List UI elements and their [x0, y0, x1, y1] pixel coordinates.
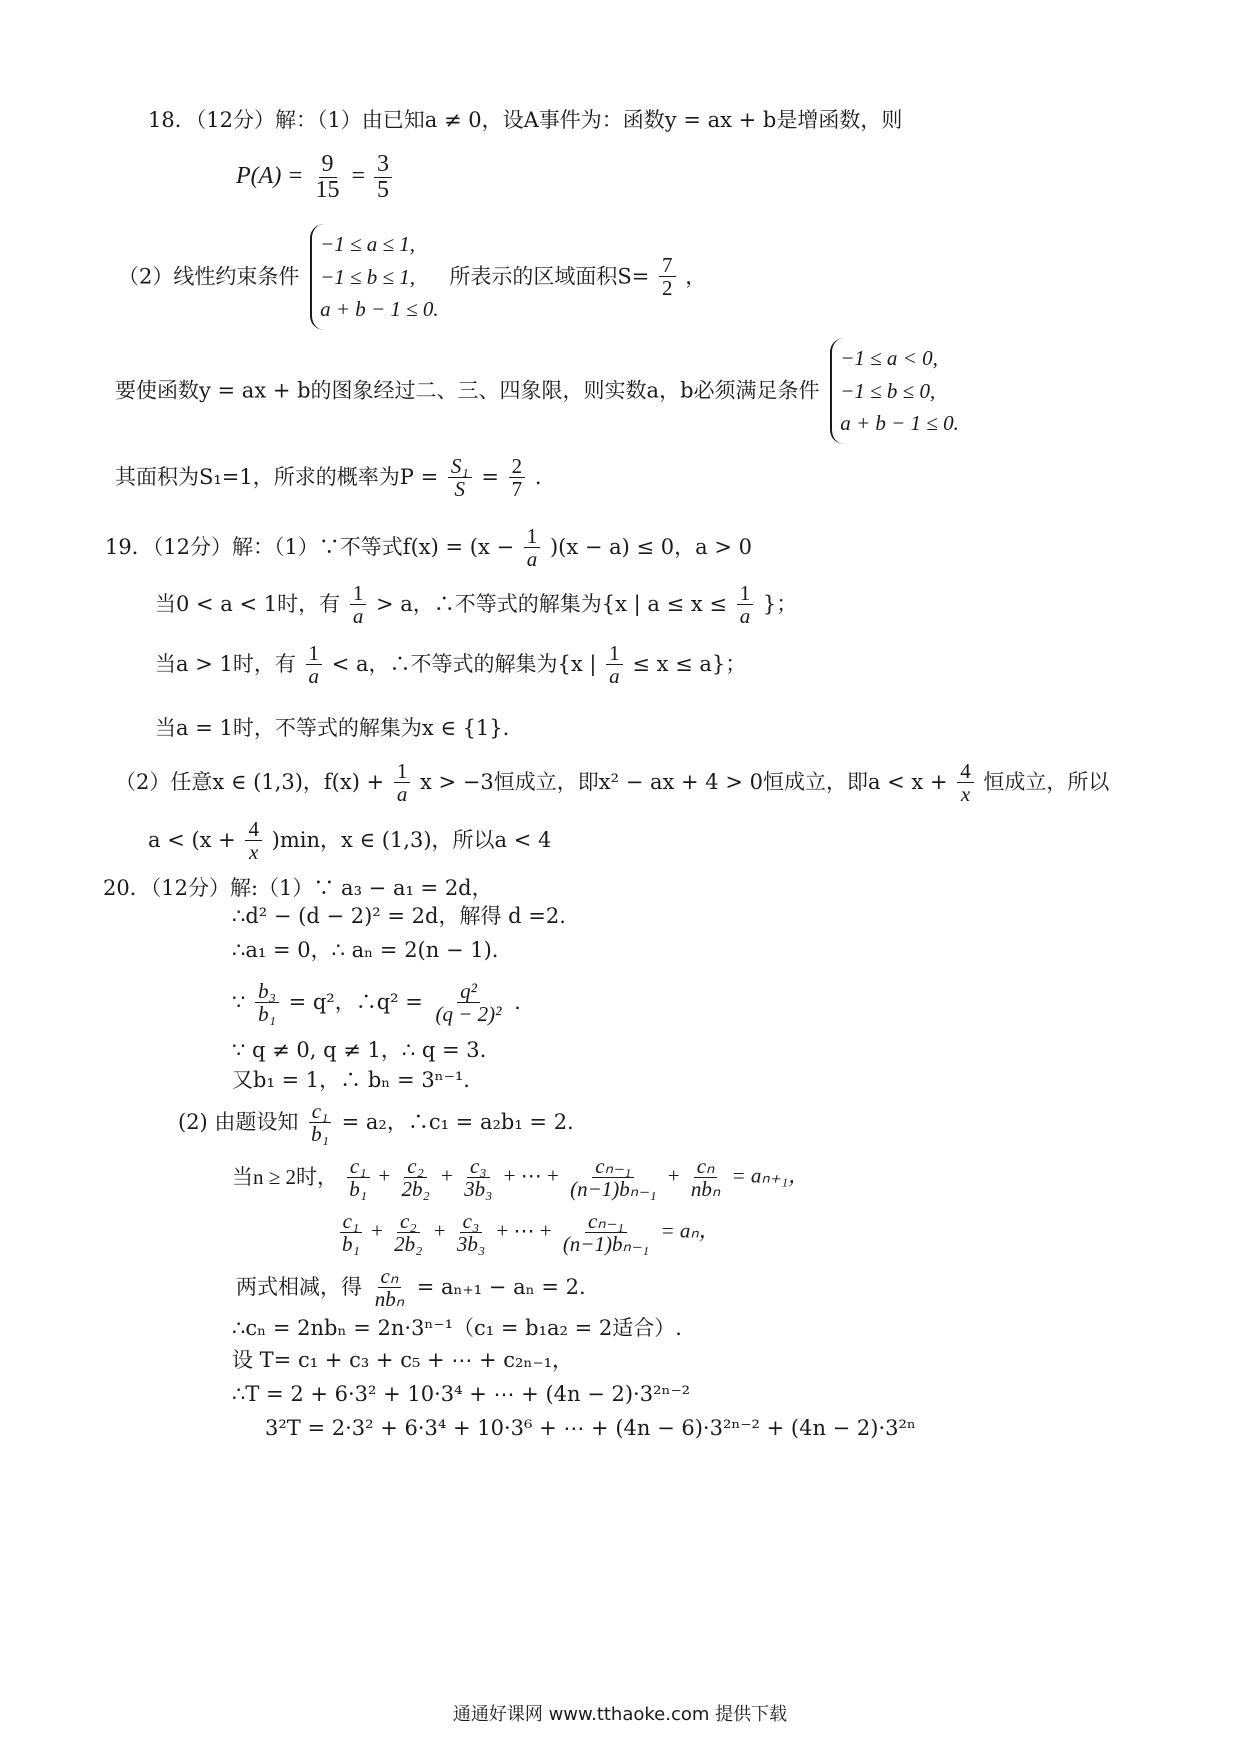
denominator: a: [526, 547, 538, 572]
p18-part2: [118, 224, 706, 330]
p20-l7-a: (2) 由题设知: [178, 1110, 299, 1135]
p19-case1-b: > a，∴不等式的解集为{x | a ≤ x ≤: [376, 592, 728, 617]
condition-b: −1 ≤ b ≤ 0,: [840, 378, 936, 403]
p18-fraction-3-5: [374, 152, 392, 203]
p20-line1: 20．（12分）解:（1）∵ a₃ − a₁ = 2d，: [103, 876, 493, 900]
p18-final-end: .: [534, 465, 542, 490]
numerator: S₁: [448, 455, 472, 478]
sum-term-3: [454, 1210, 488, 1255]
numerator: 4: [957, 760, 974, 783]
denominator: 7: [511, 477, 523, 502]
numerator: c₂: [404, 1155, 427, 1178]
p19-case2: [155, 642, 746, 687]
plus: +: [371, 1218, 383, 1243]
p20-l4-b: = q²，∴q² =: [288, 990, 423, 1015]
denominator: (q − 2)²: [435, 1002, 502, 1027]
denominator: b₁: [349, 1177, 368, 1202]
sum-term-1: [339, 1210, 363, 1255]
numerator: c₂: [397, 1210, 420, 1233]
numerator: cₙ₋₁: [592, 1155, 634, 1178]
constraint-a: −1 ≤ a ≤ 1,: [320, 232, 416, 256]
p18-intro: 18．（12分）解：（1）由已知a ≠ 0，设A事件为：函数y = ax + b是增函数，则: [148, 108, 903, 132]
p19-part2-d-a: a < (x +: [148, 828, 236, 853]
denominator: x: [249, 840, 259, 865]
dots: + ⋯ +: [503, 1163, 559, 1188]
p20-fraction-c1-b1: [308, 1100, 332, 1145]
p20-l4-c: .: [514, 990, 521, 1015]
p19-case2-a: 当a > 1时，有: [155, 652, 296, 677]
p20-l4-a: ∵: [232, 990, 246, 1015]
p20-l9-end: = aₙ，: [660, 1218, 720, 1243]
sum-term-1: [346, 1155, 370, 1200]
sum-term-2: [398, 1155, 432, 1200]
p18-probability: P(A) = $\frac{9}{15}$ = $\frac{3}{5}$: [236, 152, 395, 203]
denominator: a: [739, 604, 751, 629]
p19-case2-b: < a，∴不等式的解集为{x |: [331, 652, 597, 677]
numerator: 1: [306, 642, 323, 665]
p18-final-fraction-s1-s: [448, 455, 472, 500]
p19-part2: [115, 760, 1109, 805]
constraint-b: −1 ≤ b ≤ 1,: [320, 264, 416, 289]
p19-part2-c: 恒成立，所以: [983, 770, 1110, 795]
p20-l8-prefix: 当n ≥ 2时，: [232, 1165, 339, 1190]
numerator: 1: [737, 582, 754, 605]
p20-line6: 又b₁ = 1，∴ bₙ = 3ⁿ⁻¹.: [232, 1068, 470, 1092]
denominator: 3b₃: [464, 1177, 493, 1202]
denominator: b₁: [258, 1002, 276, 1027]
denominator: 2b₂: [394, 1232, 423, 1257]
sum-term-n-1: [560, 1210, 652, 1255]
plus: +: [433, 1218, 446, 1243]
p18-final: 其面积为S₁=1，所求的概率为P = $\frac{\text{S₁}}{S}$ = $\frac{2}{7}$ .: [115, 454, 542, 502]
p19-intro-b: )(x − a) ≤ 0，a > 0: [549, 535, 752, 560]
denominator: a: [609, 664, 620, 689]
denominator: (n−1)bₙ₋₁: [570, 1177, 657, 1202]
p20-line12: 设 T= c₁ + c₃ + c₅ + ⋯ + c₂ₙ₋₁，: [232, 1348, 574, 1372]
p20-line13: ∴T = 2 + 6·3² + 10·3⁴ + ⋯ + (4n − 2)·3²ⁿ⁻²: [232, 1382, 691, 1406]
p20-line14: 3²T = 2·3² + 6·3⁴ + 10·3⁶ + ⋯ + (4n − 6)·3²ⁿ⁻² + (4n − 2)·3²ⁿ: [265, 1416, 917, 1440]
plus: +: [667, 1163, 680, 1188]
p19-case1-fraction-2: [737, 582, 754, 627]
p19-part2-a: （2）任意x ∈ (1,3)，f(x) +: [115, 770, 385, 795]
p19-intro: [105, 525, 752, 570]
footer-source: 通通好课网 www.tthaoke.com 提供下载: [452, 1704, 788, 1725]
numerator: 1: [394, 760, 411, 783]
p18-part2-label: （2）线性约束条件: [118, 264, 300, 289]
numerator: 1: [606, 642, 623, 665]
sum-term-n: [688, 1155, 723, 1200]
p20-l7-b: = a₂，∴c₁ = a₂b₁ = 2.: [341, 1110, 574, 1135]
sum-term-3: [461, 1155, 495, 1200]
numerator: q²: [457, 980, 480, 1003]
numerator: cₙ: [378, 1265, 402, 1288]
p19-part2-b: x > −3恒成立，即x² − ax + 4 > 0恒成立，即a < x +: [420, 770, 948, 795]
p20-line9: [336, 1210, 720, 1255]
denominator: x: [960, 782, 971, 807]
denominator: 3b₃: [456, 1232, 486, 1257]
p19-case2-c: ≤ x ≤ a}；: [632, 652, 747, 677]
p20-line11: ∴cₙ = 2nbₙ = 2n·3ⁿ⁻¹（c₁ = b₁a₂ = 2适合）.: [232, 1316, 682, 1340]
p19-min-fraction-4-x: [245, 818, 262, 863]
numerator: c₃: [460, 1210, 483, 1233]
p19-case2-fraction-2: [606, 642, 623, 687]
denominator: b₁: [311, 1122, 329, 1147]
p19-intro-a: 19．（12分）解：（1）∵不等式f(x) = (x −: [105, 535, 515, 560]
numerator: c₁: [309, 1100, 332, 1123]
p20-l8-end: = aₙ₊₁，: [731, 1163, 810, 1188]
p18-area-end: ，: [685, 264, 707, 289]
p18-area-fraction: [659, 254, 676, 299]
plus: +: [441, 1163, 453, 1188]
p18-final-fraction-2-7: [509, 455, 526, 500]
numerator: c₁: [347, 1155, 370, 1178]
denominator: a: [352, 604, 364, 629]
denominator: nbₙ: [690, 1177, 721, 1202]
p19-case2-fraction: [306, 642, 323, 687]
denominator: 15: [315, 177, 340, 204]
numerator: c₁: [340, 1210, 363, 1233]
p19-case3: 当a = 1时，不等式的解集为x ∈ {1}.: [155, 716, 510, 740]
numerator: 2: [509, 455, 526, 478]
p19-case1: [155, 582, 797, 627]
p18-condition-system: [830, 338, 959, 444]
p18-constraint-system: [310, 224, 439, 330]
p18-fraction-9-15: [313, 152, 343, 203]
numerator: cₙ: [694, 1155, 718, 1178]
numerator: 4: [245, 818, 262, 841]
numerator: c₃: [467, 1155, 490, 1178]
p20-line7: [178, 1100, 574, 1145]
p19-part2-fraction-1-a: [394, 760, 411, 805]
p18-final-text: 其面积为S₁=1，所求的概率为P =: [115, 465, 439, 490]
p20-fraction-cn-nbn: [372, 1265, 407, 1310]
plus: +: [378, 1163, 391, 1188]
denominator: (n−1)bₙ₋₁: [562, 1232, 650, 1257]
p20-line10: [236, 1265, 586, 1310]
numerator: 7: [659, 254, 676, 277]
p19-part2-d-b: )min，x ∈ (1,3)，所以a < 4: [271, 828, 552, 853]
dots: + ⋯ +: [496, 1218, 552, 1243]
p20-line2: ∴d² − (d − 2)² = 2d，解得 d =2.: [232, 904, 566, 928]
condition-a: −1 ≤ a < 0,: [840, 346, 938, 370]
denominator: 5: [377, 177, 390, 204]
sum-term-2: [391, 1210, 425, 1255]
numerator: cₙ₋₁: [585, 1210, 627, 1233]
p20-line5: ∵ q ≠ 0, q ≠ 1，∴ q = 3.: [232, 1038, 487, 1062]
p20-line4: [232, 980, 521, 1025]
p20-l10-b: = aₙ₊₁ − aₙ = 2.: [416, 1275, 586, 1300]
denominator: b₁: [342, 1232, 360, 1257]
numerator: 3: [374, 152, 392, 178]
denominator: S: [454, 477, 466, 502]
p20-fraction-b3-b1: [255, 980, 279, 1025]
p20-line8: [232, 1155, 809, 1200]
denominator: nbₙ: [374, 1287, 405, 1312]
numerator: b₃: [255, 980, 279, 1003]
sum-term-n-1: [567, 1155, 659, 1200]
p20-line3: ∴a₁ = 0，∴ aₙ = 2(n − 1).: [232, 938, 499, 962]
denominator: a: [396, 782, 408, 807]
p18-pA-label: P(A) =: [236, 163, 304, 190]
p20-l10-a: 两式相减，得: [236, 1275, 362, 1300]
p19-case1-c: }；: [762, 592, 798, 617]
numerator: 1: [350, 582, 367, 605]
condition-ab: a + b − 1 ≤ 0.: [840, 411, 959, 436]
numerator: 1: [524, 525, 541, 548]
numerator: 9: [319, 152, 337, 178]
p18-condition-text: 要使函数y = ax + b的图象经过二、三、四象限，则实数a，b必须满足条件: [115, 378, 820, 403]
p18-condition: [115, 338, 963, 444]
p19-case1-a: 当0 < a < 1时，有: [155, 592, 341, 617]
p18-area-text: 所表示的区域面积S=: [449, 264, 650, 289]
p19-part2-result: [148, 818, 551, 863]
p19-part2-fraction-4-x: [957, 760, 974, 805]
denominator: a: [308, 664, 320, 689]
p19-fraction-1-a: [524, 525, 541, 570]
constraint-ab: a + b − 1 ≤ 0.: [320, 297, 439, 322]
denominator: 2b₂: [401, 1177, 430, 1202]
p20-fraction-q2: [433, 980, 505, 1025]
p19-case1-fraction: [350, 582, 367, 627]
denominator: 2: [662, 276, 673, 301]
